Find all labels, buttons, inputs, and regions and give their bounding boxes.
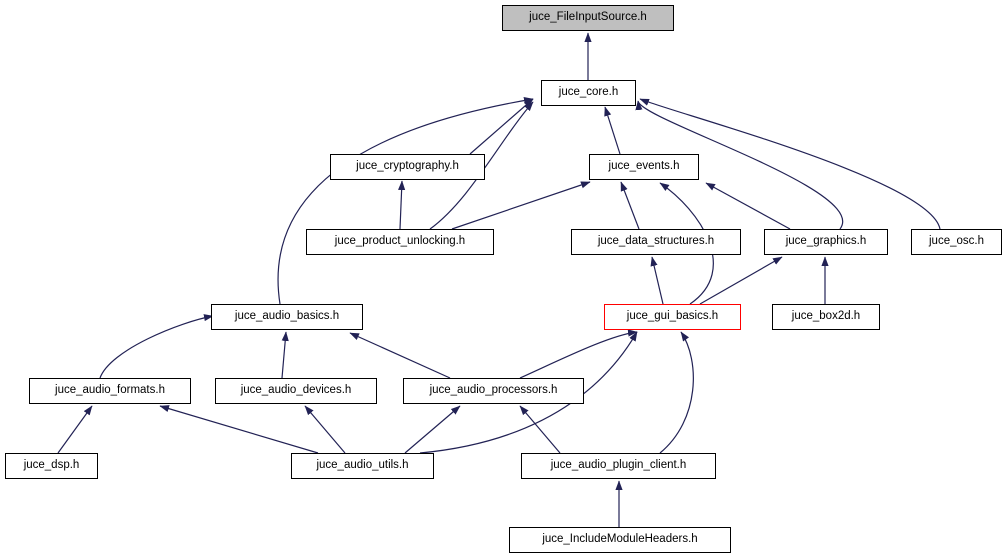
node-juce-dsp[interactable]: juce_dsp.h: [5, 453, 98, 479]
node-juce-gui-basics[interactable]: juce_gui_basics.h: [604, 304, 741, 330]
node-juce-core[interactable]: juce_core.h: [541, 80, 636, 106]
node-juce-events[interactable]: juce_events.h: [589, 154, 699, 180]
node-juce-includemoduleheaders[interactable]: juce_IncludeModuleHeaders.h: [509, 527, 731, 553]
node-juce-audio-basics[interactable]: juce_audio_basics.h: [211, 304, 363, 330]
node-juce-cryptography[interactable]: juce_cryptography.h: [330, 154, 485, 180]
node-juce-graphics[interactable]: juce_graphics.h: [764, 229, 888, 255]
node-juce-box2d[interactable]: juce_box2d.h: [772, 304, 880, 330]
node-juce-product-unlocking[interactable]: juce_product_unlocking.h: [306, 229, 494, 255]
node-juce-data-structures[interactable]: juce_data_structures.h: [571, 229, 741, 255]
node-juce-audio-plugin-client[interactable]: juce_audio_plugin_client.h: [521, 453, 716, 479]
node-juce-audio-utils[interactable]: juce_audio_utils.h: [291, 453, 434, 479]
node-juce-audio-devices[interactable]: juce_audio_devices.h: [215, 378, 377, 404]
node-juce-audio-formats[interactable]: juce_audio_formats.h: [29, 378, 191, 404]
node-juce-fileinputsource[interactable]: juce_FileInputSource.h: [502, 5, 674, 31]
node-juce-audio-processors[interactable]: juce_audio_processors.h: [403, 378, 584, 404]
node-juce-osc[interactable]: juce_osc.h: [911, 229, 1002, 255]
